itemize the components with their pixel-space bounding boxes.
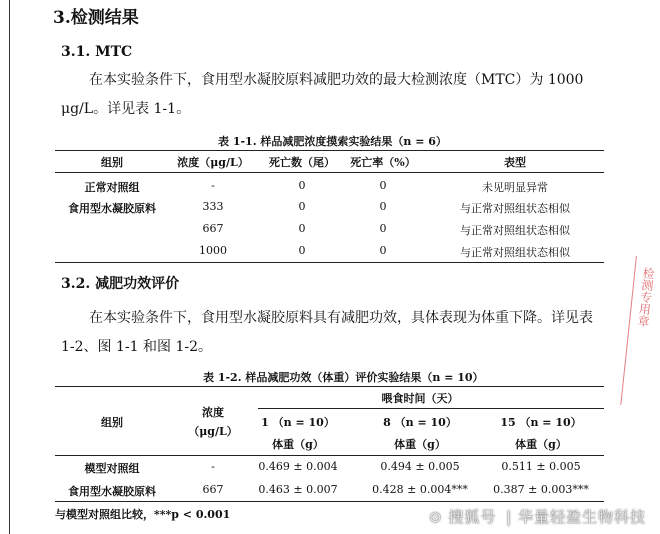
table2-row-1-day8: 0.494 ± 0.005	[380, 460, 460, 473]
table1-header-group: 组别	[101, 156, 123, 169]
sohu-logo-icon: ⊙ 搜狐号	[429, 508, 497, 526]
table2-header-rule	[55, 455, 604, 456]
table2-header-time: 喂食时间（天）	[381, 392, 459, 405]
table1-header-deaths: 死亡数（尾）	[269, 156, 335, 169]
page-left-border	[9, 0, 10, 534]
subsection-title-mtc: 3.1. MTC	[61, 44, 133, 60]
table2-row-1-day1: 0.469 ± 0.004	[258, 460, 338, 473]
table1-group-sample: 食用型水凝胶原料	[68, 202, 156, 215]
table2-row-1-group: 模型对照组	[84, 462, 140, 475]
table2-header-conc-2: （μg/L）	[188, 425, 238, 438]
table1-row-4-rate: 0	[379, 244, 387, 257]
table1-row-4-conc: 1000	[199, 244, 227, 257]
table1-row-3-phenotype: 与正常对照组状态相似	[460, 224, 570, 237]
efficacy-paragraph	[61, 304, 606, 362]
table2-header-weight-1: 体重（g）	[272, 438, 324, 451]
table2-row-2-day1: 0.463 ± 0.007	[258, 483, 338, 496]
table1-row-1-conc: -	[211, 179, 215, 192]
table1-group-normal: 正常对照组	[84, 181, 140, 194]
efficacy-paragraph-text: 在本实验条件下，食用型水凝胶原料具有减肥功效，具体表现为体重下降。详见表 1-2、图 1-1 和图 1-2。	[61, 310, 593, 355]
table2-row-1-day15: 0.511 ± 0.005	[501, 460, 581, 473]
table1-row-3-conc: 667	[202, 222, 224, 235]
table1-row-4-phenotype: 与正常对照组状态相似	[460, 246, 570, 259]
stamp-text: 检测专用章	[635, 266, 656, 328]
table1-row-3-deaths: 0	[298, 222, 306, 235]
table2-header-day1: 1 （n = 10）	[261, 416, 335, 429]
table1-header-rate: 死亡率（%）	[350, 156, 416, 169]
table1-header-rule	[55, 172, 604, 173]
table2-header-weight-8: 体重（g）	[394, 438, 446, 451]
table1-header-conc: 浓度（μg/L）	[177, 156, 249, 169]
table1-row-1-rate: 0	[379, 179, 387, 192]
table1-top-rule	[55, 150, 604, 151]
table2-row-2-day8: 0.428 ± 0.004***	[372, 483, 468, 496]
table1-row-2-phenotype: 与正常对照组状态相似	[460, 202, 570, 215]
mtc-paragraph	[61, 66, 606, 124]
table2-bottom-rule	[55, 501, 604, 502]
red-stamp	[620, 256, 660, 411]
table2-footnote: 与模型对照组比较，***p < 0.001	[55, 508, 231, 521]
table2-header-group: 组别	[101, 416, 123, 429]
watermark-text: 华量轻盈生物科技	[517, 508, 646, 526]
table1-caption: 表 1-1. 样品减肥浓度摸索实验结果（n = 6）	[218, 135, 447, 148]
table1-row-1-phenotype: 未见明显异常	[482, 181, 548, 194]
table1-row-2-deaths: 0	[298, 200, 306, 213]
table2-row-2-conc: 667	[202, 483, 224, 496]
watermark-sep: |	[506, 508, 513, 526]
section-title: 3.检测结果	[53, 8, 139, 28]
table2-header-day15: 15 （n = 10）	[500, 416, 582, 429]
watermark	[429, 506, 646, 527]
subsection-title-efficacy: 3.2. 减肥功效评价	[61, 276, 180, 292]
mtc-paragraph-text: 在本实验条件下，食用型水凝胶原料减肥功效的最大检测浓度（MTC）为 1000 μg/L。详见表 1-1。	[61, 72, 584, 117]
table1-bottom-rule	[55, 262, 604, 263]
table1-row-2-rate: 0	[379, 200, 387, 213]
table2-row-2-day15: 0.387 ± 0.003***	[493, 483, 589, 496]
table2-header-day8: 8 （n = 10）	[383, 416, 457, 429]
table2-top-rule	[55, 386, 604, 387]
table1-row-2-conc: 333	[202, 200, 224, 213]
table2-caption: 表 1-2. 样品减肥功效（体重）评价实验结果（n = 10）	[203, 371, 484, 384]
table2-row-1-conc: -	[211, 460, 215, 473]
table2-header-weight-15: 体重（g）	[515, 438, 567, 451]
table1-row-4-deaths: 0	[298, 244, 306, 257]
table2-time-rule	[258, 408, 604, 409]
table1-row-3-rate: 0	[379, 222, 387, 235]
table1-header-phenotype: 表型	[504, 156, 526, 169]
table2-header-conc-1: 浓度	[202, 406, 224, 419]
table2-row-2-group: 食用型水凝胶原料	[68, 485, 156, 498]
table1-row-1-deaths: 0	[298, 179, 306, 192]
